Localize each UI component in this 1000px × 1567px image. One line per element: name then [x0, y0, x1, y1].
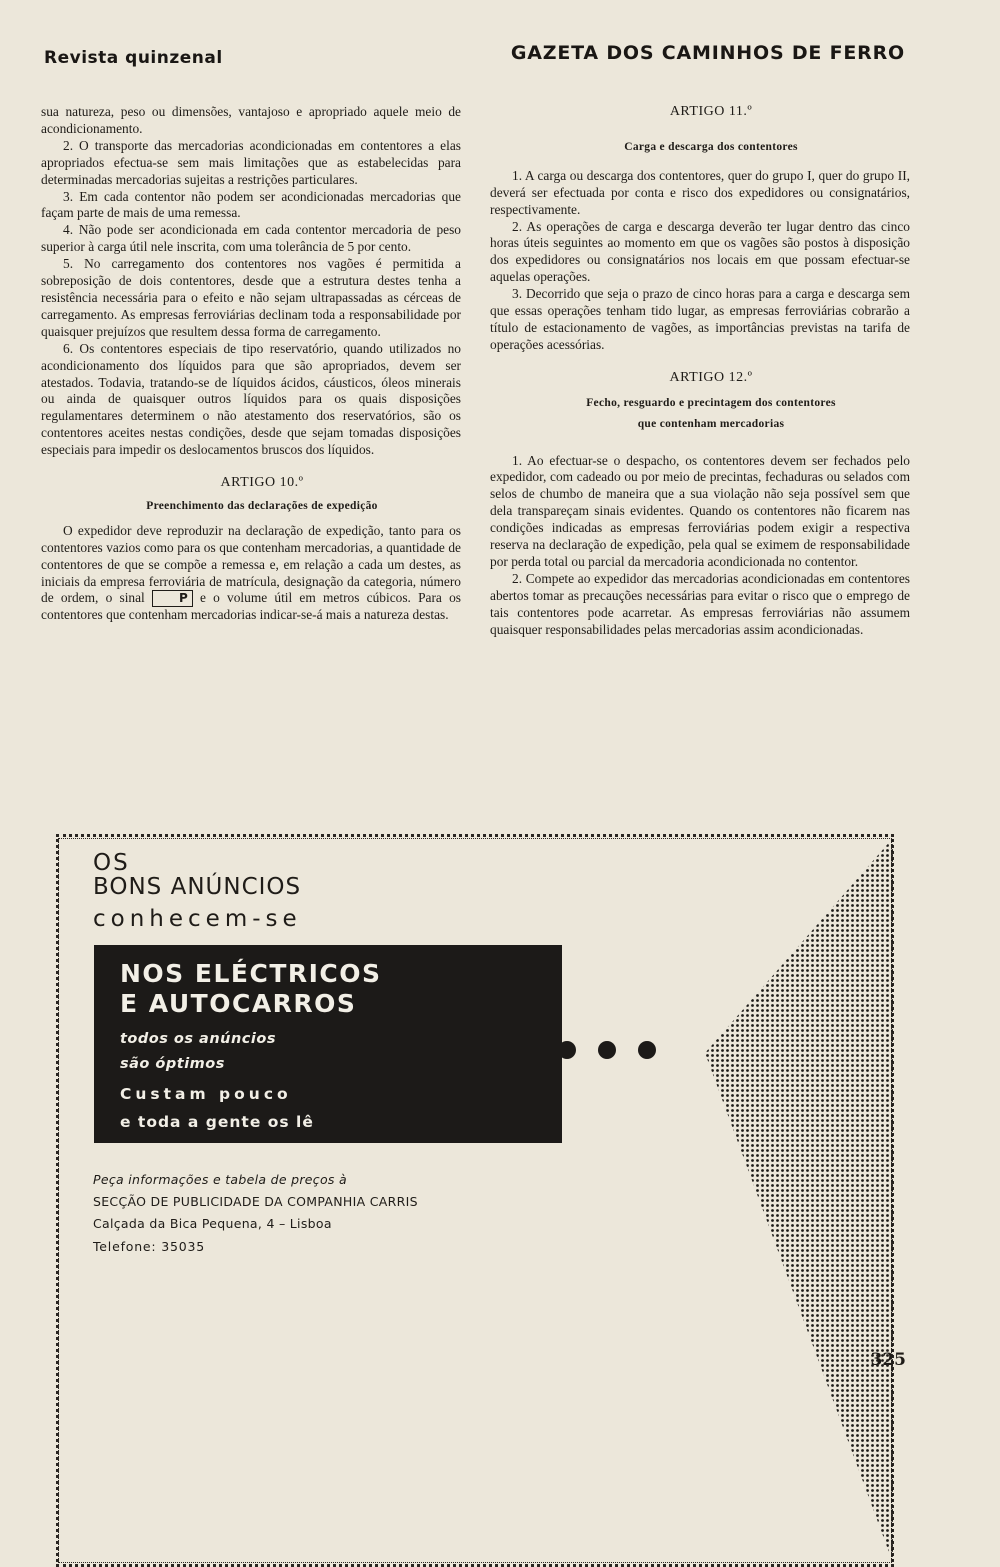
article-10-paragraph	[41, 523, 461, 625]
ad-panel-line-3: todos os anúncios	[120, 1031, 276, 1047]
ad-panel-line-2: E AUTOCARROS	[120, 989, 357, 1018]
article-10-title: ARTIGO 10.º	[220, 475, 304, 491]
article-11-paragraph-3: 3. Decorrido que seja o prazo de cinco horas para a carga e descarga sem que essas operações tenham tido lugar, as empresas ferroviárias cobrarão a título de estacionamento de vagões, as importâncias previstas na tarifa de operações acessórias.	[490, 286, 910, 352]
article-11-subtitle: Carga e descarga dos contentores	[624, 140, 798, 153]
article-11-title: ARTIGO 11.º	[669, 104, 753, 119]
article-11-paragraph-2: 2. As operações de carga e descarga deverão ter lugar dentro das cinco horas úteis seguintes ao momento em que os vagões são postos à disposição dos expedidores ou consignatários nos locais em que possam efectuar-se aquelas operações.	[490, 218, 910, 285]
article-12-paragraph-2: 2. Compete ao expedidor das mercadorias acondicionadas em contentores abertos tomar as precauções necessárias para evitar o risco que o emprego de tais contentores pode acarretar. As empresas ferroviárias não assumem quaisquer responsabilidades pelas mercadorias assim acondicionadas.	[490, 570, 910, 637]
paragraph-2: 2. O transporte das mercadorias acondicionadas em contentores a elas apropriados efectua-se sem mais limitações que as estabelecidas para determinadas mercadorias sujeitas a restrições particulares.	[41, 137, 461, 187]
paragraph-6: 6. Os contentores especiais de tipo reservatório, quando utilizados no acondicionamento dos líquidos para que são apropriados, devem ser atestados. Todavia, tratando-se de líquidos ácidos, cáusticos, óleos minerais ou ainda de quaisquer outros líquidos para os quais disposições regulamentares determinem o não atestamento dos reservatórios, são os contentores aceites nestas condições, desde que sejam tomadas disposições especiais para impedir os deslocamentos bruscos dos líquidos.	[41, 340, 461, 458]
running-head-left: Revista quinzenal	[44, 48, 223, 68]
article-12-paragraph-1: 1. Ao efectuar-se o despacho, os contentores devem ser fechados pelo expedidor, com cadeado ou por meio de precintas, fechaduras ou selados com selos de chumbo de maneira que a sua violação não seja possível sem que dela transpareçam sinais evidentes. Quando os contentores não ficarem nas condições indicadas as empresas ferroviárias podem exigir a respectiva reserva na declaração de expedição, pela qual se eximem de responsabilidade por perda total ou parcial da mercadoria acondicionada no contentor.	[490, 452, 910, 569]
article-12-subtitle-2: que contenham mercadorias	[637, 417, 785, 430]
paragraph-3: 3. Em cada contentor não podem ser acondicionadas mercadorias que façam parte de mais de uma remessa.	[41, 188, 461, 221]
ad-headline-conhecem-se: conhecem-se	[93, 906, 302, 932]
ad-contact-intro: Peça informações e tabela de preços à	[93, 1172, 347, 1187]
paragraph-4: 4. Não pode ser acondicionada em cada contentor mercadoria de peso superior à carga útil nele inscrita, com uma tolerância de 5 por cento.	[41, 222, 461, 255]
ad-panel-line-6: e toda a gente os lê	[120, 1113, 314, 1131]
ad-panel-line-1: NOS ELÉCTRICOS	[120, 959, 382, 988]
ad-contact-telephone: Telefone: 35035	[93, 1239, 205, 1254]
left-column	[41, 104, 461, 624]
ad-black-panel	[94, 945, 562, 1143]
article-11-paragraph-1: 1. A carga ou descarga dos contentores, quer do grupo I, quer do grupo II, deverá ser efectuada por conta e risco dos expedidores ou consignatários, respectivamente.	[490, 167, 910, 217]
running-head-right: GAZETA DOS CAMINHOS DE FERRO	[510, 42, 905, 64]
halftone-triangle	[705, 838, 893, 1563]
article-10-subtitle: Preenchimento das declarações de expedição	[146, 499, 378, 512]
ad-contact-address: Calçada da Bica Pequena, 4 – Lisboa	[93, 1216, 332, 1231]
article-12-title: ARTIGO 12.º	[669, 369, 753, 385]
ad-contact-department: SECÇÃO DE PUBLICIDADE DA COMPANHIA CARRIS	[93, 1194, 418, 1209]
ad-panel-line-4: são óptimos	[120, 1056, 225, 1072]
article-10-text-b: e o volume útil em metros cúbicos. Para os contentores que contenham mercadorias indicar-se-á mais a natureza destas.	[41, 590, 461, 623]
container-sign-box: P	[152, 590, 193, 607]
ad-panel-line-5: Custam pouco	[120, 1085, 292, 1103]
paragraph-5: 5. No carregamento dos contentores nos vagões é permitida a sobreposição de dois contentores, desde que a estrutura destes tenha a resistência necessária para o efeito e não sejam ultrapassadas as cérceas de carregamento. As empresas ferroviárias declinam toda a responsabilidade por quaisquer prejuízos que resultem dessa forma de carregamento.	[41, 256, 461, 339]
page-number: 325	[870, 1350, 906, 1370]
dot-5	[638, 1041, 656, 1059]
article-12-subtitle-1: Fecho, resguardo e precintagem dos contentores	[586, 396, 836, 409]
right-column	[490, 104, 910, 638]
dot-4	[598, 1041, 616, 1059]
article-10-text-a: O expedidor deve reproduzir na declaração de expedição, tanto para os contentores vazios como para os que contenham mercadorias, a quantidade de contentores de que se compõe a remessa e, em relação a cada um destes, as iniciais da empresa ferroviária de matrícula, designação da categoria, número de ordem, o sinal	[41, 522, 461, 606]
ad-headline-bons-anuncios: BONS ANÚNCIOS	[93, 874, 302, 900]
ad-headline-os: OS	[93, 850, 130, 876]
paragraph-continuation: sua natureza, peso ou dimensões, vantajoso e apropriado aquele meio de acondicionamento.	[41, 104, 461, 136]
